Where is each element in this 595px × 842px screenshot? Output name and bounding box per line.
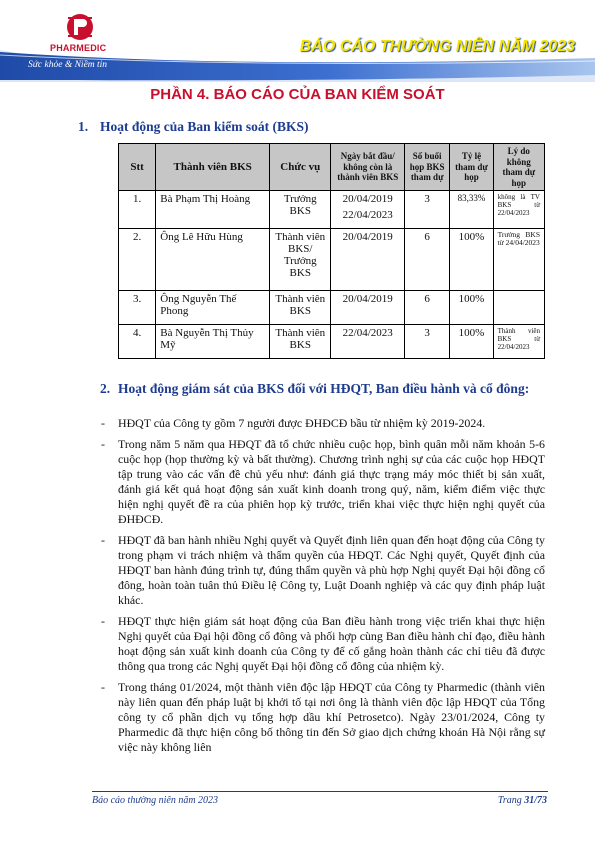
bullet-text: Trong tháng 01/2024, một thành viên độc lập HĐQT của Công ty Pharmedic (thành viên này liên quan đến pháp luật bị khởi tố tại nơi ông là thành viên độc lập HĐQT của Tổng công ty cổ phần dịch vụ tổng hợp dầu khí Petrosetco). Ngày 23/01/2024, Công ty Pharmedic đã thực hiện công bố thông tin đến Sở giao dịch chứng khoán Hà Nội rằng sự việc này không liên xyxy=(118,680,545,754)
table-row xyxy=(119,291,545,325)
cell-rate: 83,33% xyxy=(450,191,493,229)
bullet-dash: - xyxy=(101,680,105,694)
list-item xyxy=(101,437,545,527)
footer-page-value: 31/73 xyxy=(524,795,547,806)
cell-position: Thành viên BKS xyxy=(270,325,331,359)
cell-stt: 4. xyxy=(119,325,156,359)
bks-members-table xyxy=(118,143,545,359)
section-2-heading xyxy=(100,381,545,397)
cell-meetings: 3 xyxy=(404,325,449,359)
header-rate: Tỷ lệ tham dự họp xyxy=(450,144,493,191)
section-1-number: 1. xyxy=(78,119,89,134)
section-2-title: Hoạt động giám sát của BKS đối với HĐQT, Ban điều hành và cổ đông: xyxy=(118,381,530,396)
header-position: Chức vụ xyxy=(270,144,331,191)
cell-date-start: 20/04/2019 xyxy=(331,291,405,325)
header-member: Thành viên BKS xyxy=(156,144,270,191)
pharmedic-logo-icon xyxy=(62,12,98,42)
cell-meetings: 3 xyxy=(404,191,449,229)
footer-page-label: Trang xyxy=(497,795,525,806)
cell-reason: không là TV BKS từ 22/04/2023 xyxy=(493,191,544,229)
section-1-title: Hoạt động của Ban kiểm soát (BKS) xyxy=(100,119,309,134)
cell-date-start: 20/04/2019 xyxy=(331,229,405,291)
part-title: PHẦN 4. BÁO CÁO CỦA BAN KIỂM SOÁT xyxy=(150,86,445,103)
cell-reason: Thành viên BKS từ 22/04/2023 xyxy=(493,325,544,359)
brand-name: PHARMEDIC xyxy=(50,43,107,53)
list-item xyxy=(101,533,545,608)
section-1-heading xyxy=(78,119,309,135)
cell-rate: 100% xyxy=(450,325,493,359)
cell-rate: 100% xyxy=(450,291,493,325)
cell-member: Ông Lê Hữu Hùng xyxy=(156,229,270,291)
bullet-text: HĐQT thực hiện giám sát hoạt động của Ban điều hành trong việc triển khai thực hiện Nghị quyết của Đại hội đồng cổ đông và phối hợp cùng Ban điều hành chỉ đạo, điều hành hoạt động sản xuất kinh doanh của Công ty để cố gắng hoàn thành các chỉ tiêu đã được thông qua trong các Nghị quyết Đại hội đồng cổ đông của nhiệm kỳ. xyxy=(118,614,545,673)
page-header xyxy=(0,0,595,82)
cell-meetings: 6 xyxy=(404,291,449,325)
footer-divider xyxy=(92,791,548,792)
cell-dates xyxy=(331,191,405,229)
slogan: Sức khỏe & Niềm tin xyxy=(28,60,108,70)
bullet-dash: - xyxy=(101,416,105,430)
bullet-dash: - xyxy=(101,533,105,547)
cell-rate: 100% xyxy=(450,229,493,291)
header-reason: Lý do không tham dự họp xyxy=(493,144,544,191)
table-header-row xyxy=(119,144,545,191)
bullet-text: HĐQT của Công ty gồm 7 người được ĐHĐCĐ bầu từ nhiệm kỳ 2019-2024. xyxy=(118,416,486,430)
cell-date-start: 22/04/2023 xyxy=(331,325,405,359)
table-row xyxy=(119,325,545,359)
list-item xyxy=(101,416,545,431)
cell-meetings: 6 xyxy=(404,229,449,291)
footer-report-name: Báo cáo thường niên năm 2023 xyxy=(92,795,219,806)
list-item xyxy=(101,614,545,674)
list-item xyxy=(101,680,545,755)
bullet-dash: - xyxy=(101,614,105,628)
cell-date-end: 22/04/2023 xyxy=(342,209,393,221)
cell-stt: 3. xyxy=(119,291,156,325)
bullet-dash: - xyxy=(101,437,105,451)
header-stt: Stt xyxy=(119,144,156,191)
cell-stt: 1. xyxy=(119,191,156,229)
bullet-text: Trong năm 5 năm qua HĐQT đã tổ chức nhiều cuộc họp, bình quân mỗi năm khoản 5-6 cuộc họp (họp thường kỳ và bất thường). Chương trình nghị sự của các cuộc họp HĐQT tập trung vào các vấn đề chủ yếu như: đánh giá thực trạng máy móc thiết bị sản xuất, đánh giá kết quả hoạt động sản xuất kinh doanh trong quý, năm, kiểm điểm việc thực hiện nghị quyết đề ra của phiên họp kỳ trước, triển khai việc thực hiện nghị quyết của ĐHĐCĐ. xyxy=(118,437,545,526)
cell-reason: Trưởng BKS từ 24/04/2023 xyxy=(493,229,544,291)
table-row xyxy=(119,229,545,291)
header-start-date: Ngày bắt đầu/ không còn là thành viên BKS xyxy=(331,144,405,191)
header-meetings: Số buổi họp BKS tham dự xyxy=(404,144,449,191)
cell-member: Bà Phạm Thị Hoàng xyxy=(156,191,270,229)
cell-member: Ông Nguyễn Thế Phong xyxy=(156,291,270,325)
cell-position: Trưởng BKS xyxy=(270,191,331,229)
bullet-list xyxy=(101,416,545,761)
cell-stt: 2. xyxy=(119,229,156,291)
cell-date-start: 20/04/2019 xyxy=(342,193,393,205)
cell-position: Thành viên BKS xyxy=(270,291,331,325)
cell-position: Thành viên BKS/ Trưởng BKS xyxy=(270,229,331,291)
cell-member: Bà Nguyễn Thị Thủy Mỹ xyxy=(156,325,270,359)
footer-page-number xyxy=(498,795,547,806)
section-2-number: 2. xyxy=(100,381,111,396)
table-row xyxy=(119,191,545,229)
cell-reason xyxy=(493,291,544,325)
report-title: BÁO CÁO THƯỜNG NIÊN NĂM 2023 xyxy=(299,38,575,55)
bullet-text: HĐQT đã ban hành nhiều Nghị quyết và Quyết định liên quan đến hoạt động của Công ty trong phạm vi trách nhiệm và thẩm quyền của HĐQT. Các Nghị quyết, Quyết định của HĐQT ban hành đúng trình tự, đúng thẩm quyền và phù hợp Nghị quyết Đại hội đồng cổ đông, hoàn toàn tuân thủ Điều lệ Công ty, Luật Doanh nghiệp và các quy định pháp luật khác. xyxy=(118,533,545,607)
